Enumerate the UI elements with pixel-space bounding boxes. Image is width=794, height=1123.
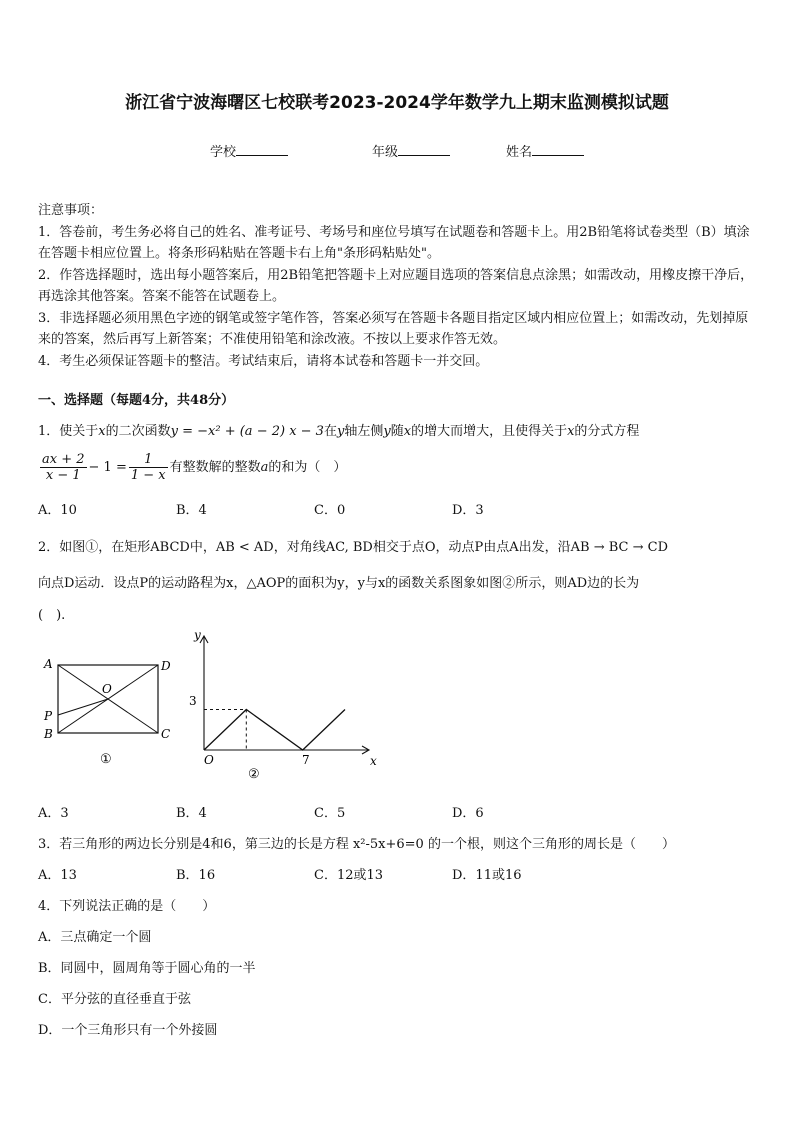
label-p: P [44, 709, 53, 723]
q4-option-b[interactable]: B．同圆中，圆周角等于圆心角的一半 [38, 961, 256, 976]
q1-option-b[interactable]: B．4 [176, 503, 207, 518]
q2-stem-line2: 向点D运动．设点P的运动路程为x，△AOP的面积为y，y与x的函数关系图象如图②所示，则AD边的长为 [38, 576, 640, 591]
y-axis-label: y [194, 628, 201, 642]
page-title: 浙江省宁波海曙区七校联考2023-2024学年数学九上期末监测模拟试题 [125, 93, 669, 113]
fraction-numerator: 1 [129, 452, 168, 468]
q1-option-d[interactable]: D．3 [452, 503, 484, 518]
q4-option-d[interactable]: D．一个三角形只有一个外接圆 [38, 1023, 218, 1038]
q1-var: a [260, 460, 269, 475]
label-d: D [161, 659, 171, 673]
tick-label-3: 3 [189, 694, 197, 708]
label-c: C [161, 727, 171, 741]
notice-item: 4．考生必须保证答题卡的整洁。考试结束后，请将本试卷和答题卡一并交回。 [38, 353, 489, 369]
q1-option-a[interactable]: A．10 [38, 503, 77, 518]
q1-stem-line2 [38, 452, 346, 483]
figure1-caption: ① [100, 752, 112, 767]
q3-stem: 3．若三角形的两边长分别是4和6，第三边的长是方程 x²-5x+6=0 的一个根，则这个三角形的周长是（ ） [38, 837, 675, 852]
q1-text: 的分式方程 [574, 424, 640, 439]
name-field [506, 141, 584, 160]
school-label: 学校 [210, 145, 237, 160]
tick-label-7: 7 [302, 753, 310, 767]
q1-function: y = −x² + (a − 2) x − 3 [170, 424, 324, 439]
q2-option-c[interactable]: C．5 [314, 806, 346, 821]
label-b: B [44, 727, 53, 741]
grade-blank [398, 143, 450, 156]
figure-graph [190, 625, 390, 785]
q4-stem: 4．下列说法正确的是（ ） [38, 899, 216, 914]
q1-var: y [383, 424, 391, 439]
q1-stem-line1 [38, 420, 639, 439]
name-blank [532, 143, 584, 156]
q1-fraction-left [40, 452, 87, 483]
q1-var: x [567, 424, 575, 439]
label-o: O [102, 682, 112, 696]
q3-option-b[interactable]: B．16 [176, 868, 216, 883]
fraction-denominator: x − 1 [45, 468, 81, 483]
q2-option-a[interactable]: A．3 [38, 806, 69, 821]
school-blank [236, 143, 288, 156]
x-axis-label: x [370, 754, 377, 768]
figure-rectangle [38, 650, 188, 775]
q1-text: 随 [390, 424, 404, 439]
grade-label: 年级 [372, 145, 399, 160]
function-line [204, 710, 345, 751]
q1-text: 在 [323, 424, 337, 439]
notice-item: 1．答卷前，考生务必将自己的姓名、准考证号、考场号和座位号填写在试题卷和答题卡上。用2B铅笔将试卷类型（B）填涂在答题卡相应位置上。将条形码粘贴在答题卡右上角"条形码粘贴处"。 [38, 224, 750, 261]
segment-po [58, 699, 108, 715]
q2-option-d[interactable]: D．6 [452, 806, 484, 821]
q2-stem-line1: 2．如图①，在矩形ABCD中，AB < AD，对角线AC, BD相交于点O，动点P由点A出发，沿AB → BC → CD [38, 540, 669, 555]
q1-text: 1．使关于 [38, 424, 99, 439]
q1-text: 的二次函数 [105, 424, 171, 439]
fraction-numerator: ax + 2 [42, 452, 85, 467]
q1-var: x [403, 424, 412, 439]
q3-option-c[interactable]: C．12或13 [314, 868, 384, 883]
section-heading: 一、选择题（每题4分，共48分） [38, 393, 235, 408]
q1-text: 的增大而增大，且使得关于 [411, 424, 568, 439]
q4-option-c[interactable]: C．平分弦的直径垂直于弦 [38, 992, 191, 1007]
notice-block [38, 200, 760, 372]
q2-option-b[interactable]: B．4 [176, 806, 207, 821]
q3-option-d[interactable]: D．11或16 [452, 868, 522, 883]
notice-heading: 注意事项： [38, 203, 104, 218]
fraction-denominator: 1 − x [130, 468, 166, 483]
label-a: A [44, 657, 53, 671]
q1-var: x [98, 424, 106, 439]
q1-text: 有整数解的整数 [169, 460, 261, 475]
school-field [210, 141, 288, 160]
q1-text: 轴左侧 [344, 424, 384, 439]
q1-var: y [336, 424, 345, 439]
q1-text: 的和为（ ） [268, 460, 347, 475]
notice-item: 3．非选择题必须用黑色字迹的钢笔或签字笔作答，答案必须写在答题卡各题目指定区域内相应位置上；如需改动，先划掉原来的答案，然后再写上新答案；不准使用铅笔和涂改液。不按以上要求作答无效。 [38, 310, 749, 347]
grade-field [372, 141, 450, 160]
q4-option-a[interactable]: A．三点确定一个圆 [38, 930, 152, 945]
q2-stem-line3: ( ). [38, 608, 66, 623]
name-label: 姓名 [506, 145, 533, 160]
q1-fraction-right [129, 452, 168, 483]
origin-label: O [204, 753, 214, 767]
notice-item: 2．作答选择题时，选出每小题答案后，用2B铅笔把答题卡上对应题目选项的答案信息点涂黑；如需改动，用橡皮擦干净后，再选涂其他答案。答案不能答在试题卷上。 [38, 267, 754, 304]
figure2-caption: ② [248, 767, 260, 782]
q1-equals: − 1 = [88, 460, 127, 475]
q3-option-a[interactable]: A．13 [38, 868, 77, 883]
q1-option-c[interactable]: C．0 [314, 503, 346, 518]
